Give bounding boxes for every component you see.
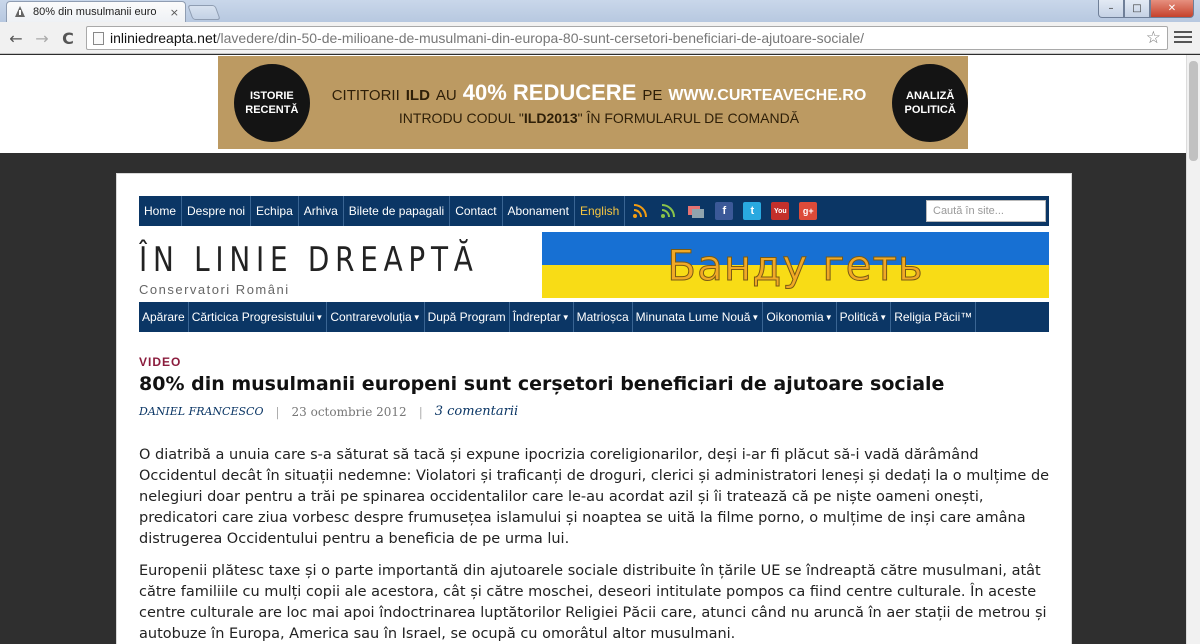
window-controls (1098, 0, 1194, 18)
article-category[interactable]: VIDEO (139, 355, 182, 369)
site-favicon-icon (13, 5, 27, 19)
nav-contact[interactable]: Contact (450, 196, 502, 226)
nav-despre-noi[interactable]: Despre noi (182, 196, 251, 226)
cat-label: Oikonomia (766, 310, 824, 324)
category-navigation (139, 302, 1049, 332)
new-tab-button[interactable] (187, 5, 220, 20)
cat-label: După Program (427, 310, 506, 324)
scrollbar-thumb[interactable] (1189, 61, 1198, 161)
forward-button[interactable]: → (35, 28, 49, 48)
facebook-icon[interactable]: f (713, 200, 735, 222)
cat-label: Politică (839, 310, 879, 324)
nav-echipa[interactable]: Echipa (251, 196, 299, 226)
page-container (116, 173, 1072, 644)
ad-line1-c: AU (435, 86, 457, 104)
article-author[interactable]: DANIEL FRANCESCO (139, 405, 264, 418)
cat-indreptar[interactable] (510, 302, 574, 332)
cat-contrarevolutia[interactable] (327, 302, 424, 332)
chevron-down-icon: ▼ (315, 312, 324, 322)
ad-code: ILD2013 (523, 109, 578, 126)
ad-circle-istorie (234, 64, 310, 142)
bookmark-star-icon[interactable]: ☆ (1145, 28, 1161, 48)
top-navigation (139, 196, 1049, 226)
article-body (139, 445, 1051, 644)
nav-english[interactable]: English (575, 196, 625, 226)
cat-label: Religia Păcii™ (894, 310, 973, 324)
page-icon (93, 32, 104, 45)
tab-close-icon[interactable]: × (169, 5, 179, 19)
article-meta (139, 404, 518, 419)
site-tagline: Conservatori Români (139, 282, 290, 297)
twitter-icon[interactable]: t (741, 200, 763, 222)
cat-label: Contrarevoluția (330, 310, 412, 324)
nav-abonament[interactable]: Abonament (503, 196, 575, 226)
ad-circle-analiza (892, 64, 968, 142)
youtube-icon[interactable]: You (769, 200, 791, 222)
browser-toolbar (0, 22, 1200, 54)
ad-text (332, 80, 867, 126)
cat-aparare[interactable] (139, 302, 189, 332)
nav-home[interactable]: Home (139, 196, 182, 226)
chevron-down-icon: ▼ (412, 312, 421, 322)
cat-label: Îndreptar (512, 310, 561, 324)
minimize-button[interactable]: – (1098, 0, 1124, 18)
ad-line2-b: " ÎN FORMULARUL DE COMANDĂ (577, 109, 800, 126)
meta-separator: | (275, 404, 280, 419)
article-date: 23 octombrie 2012 (291, 404, 407, 419)
address-bar[interactable] (86, 26, 1168, 50)
url-path: /lavedere/din-50-de-milioane-de-musulmani-din-europa-80-sunt-cersetori-beneficiari-de-ajutoare-sociale/ (216, 30, 865, 46)
ad-line1-a: CITITORII (331, 86, 400, 104)
nav-arhiva[interactable]: Arhiva (299, 196, 344, 226)
banner-text: Банду геть (667, 240, 924, 290)
ad-site: WWW.CURTEAVECHE.RO (668, 86, 867, 104)
ad-line1-b: ILD (405, 86, 430, 104)
ukraine-flag-banner[interactable] (542, 232, 1049, 298)
ad-circle-left-line2: RECENTĂ (245, 103, 299, 116)
meta-separator: | (418, 404, 423, 419)
cat-carticica-progresistului[interactable] (189, 302, 328, 332)
tab-title: 80% din musulmanii euro (33, 6, 157, 18)
cat-label: Minunata Lume Nouă (635, 310, 751, 324)
search-input[interactable]: Caută în site... (926, 200, 1046, 222)
ad-line2-a: INTRODU CODUL " (398, 109, 524, 126)
url-host: inliniedreapta.net (110, 30, 217, 46)
ad-line1-d: PE (642, 86, 663, 104)
cat-oikonomia[interactable] (763, 302, 836, 332)
chevron-down-icon: ▼ (751, 312, 760, 322)
window-titlebar (0, 0, 1200, 22)
nav-bilete-de-papagali[interactable]: Bilete de papagali (344, 196, 450, 226)
cat-politica[interactable] (837, 302, 892, 332)
page-scrollbar[interactable] (1186, 55, 1200, 644)
browser-tab[interactable] (6, 1, 186, 22)
page-viewport (0, 55, 1186, 644)
google-plus-icon[interactable]: g+ (797, 200, 819, 222)
ad-line1 (332, 80, 867, 106)
ad-circle-left-line1: ISTORIE (249, 89, 294, 102)
ad-banner[interactable] (218, 56, 968, 149)
cat-minunata-lume-noua[interactable] (633, 302, 764, 332)
site-title[interactable]: ÎN LINIE DREAPTĂ (139, 240, 479, 280)
newsletter-icon[interactable] (685, 200, 707, 222)
chevron-down-icon: ▼ (879, 312, 888, 322)
cat-label: Apărare (142, 310, 185, 324)
ad-strip (0, 55, 1186, 153)
ad-discount: 40% REDUCERE (462, 79, 637, 105)
chevron-down-icon: ▼ (824, 312, 833, 322)
reload-button[interactable]: C (62, 28, 74, 48)
cat-dupa-program[interactable] (425, 302, 510, 332)
ad-line2 (332, 110, 867, 126)
article-paragraph: Europenii plătesc taxe și o parte importantă din ajutoarele sociale distribuite în țările UE se îndreaptă către musulmani, atât către familiile cu mulți copii ale acestora, cât și către moschei, deseori intitulate pompos ca fiind centre culturale. În aceste centre culturale are loc mai apoi îndoctrinarea luptătorilor Religiei Păcii care, atunci când nu aruncă în aer stații de metrou și autobuze în Europa, America sau în Israel, se ocupă cu omorâtul altor musulmani. (139, 563, 1047, 642)
article-paragraph: O diatribă a unuia care s-a săturat să tacă și expune ipocrizia coreligionarilor, deși i-ar fi plăcut să-i vadă dărâmând Occidentul decât în situații nedemne: Violatori și traficanți de droguri, clerici și administratori leneși și dedați la o mulțime de nelegiuri doar pentru a trăi pe spinarea occidentalilor care le-au acordat azil și îi tratează că pe niște oameni onești, predicatori care ziua vorbesc despre frumusețea islamului și noaptea se uită la filme porno, o mulțime de inși care amâna distrugerea Occidentului pentru a beneficia de pe urma lui. (139, 447, 1050, 547)
rss-icon[interactable] (629, 200, 651, 222)
cat-religia-pacii[interactable] (891, 302, 976, 332)
article-comments-link[interactable]: 3 comentarii (434, 404, 519, 419)
close-window-button[interactable]: ✕ (1150, 0, 1194, 18)
ad-circle-right-line2: POLITICĂ (904, 103, 956, 116)
cat-label: Cărticica Progresistului (191, 310, 315, 324)
url-text (110, 30, 864, 46)
back-button[interactable]: ← (9, 28, 23, 48)
rss-comments-icon[interactable] (657, 200, 679, 222)
browser-menu-icon[interactable] (1174, 27, 1192, 47)
cat-matriosca[interactable] (574, 302, 633, 332)
article-title[interactable]: 80% din musulmanii europeni sunt cerșetori beneficiari de ajutoare sociale (139, 373, 945, 395)
ad-circle-right-line1: ANALIZĂ (906, 89, 955, 102)
chevron-down-icon: ▼ (561, 312, 570, 322)
maximize-button[interactable]: □ (1124, 0, 1150, 18)
cat-label: Matrioșca (576, 310, 629, 324)
